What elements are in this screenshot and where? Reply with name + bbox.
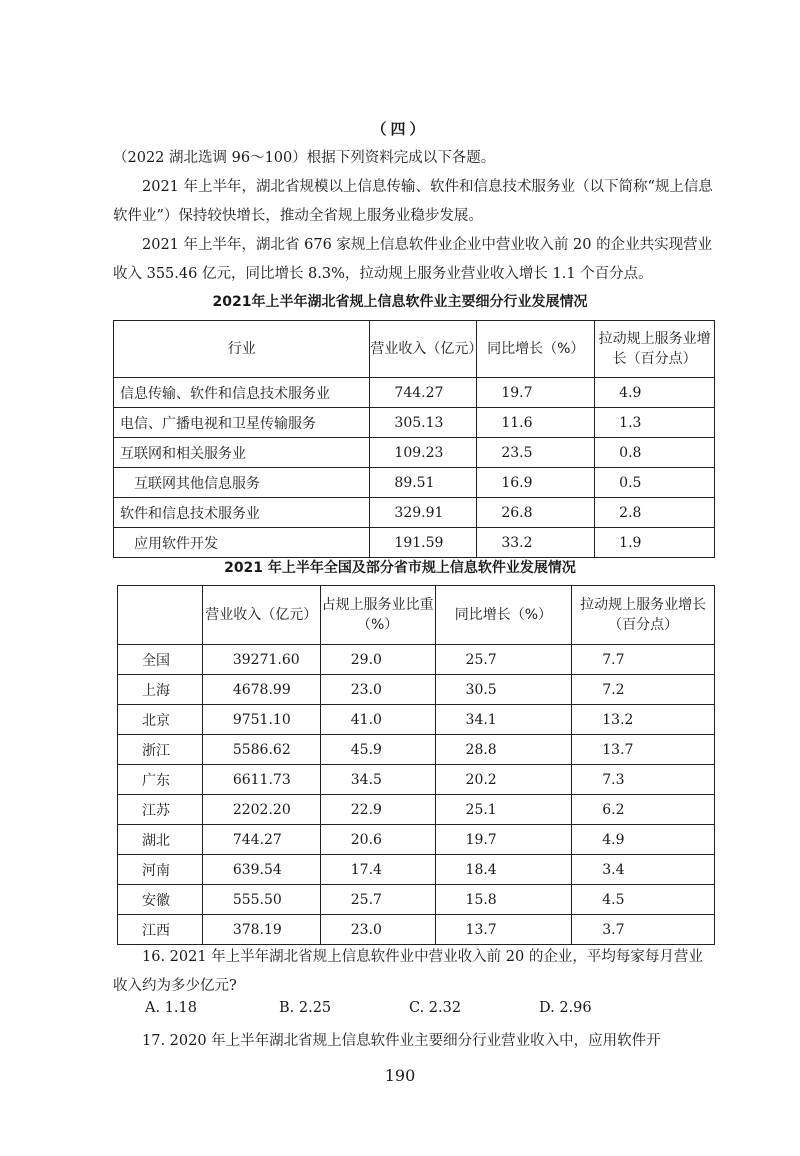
- region-name: 江苏: [118, 795, 203, 825]
- growth-cell: 19.7: [477, 378, 595, 408]
- pull-cell: 1.9: [595, 528, 715, 558]
- table-row: [114, 438, 715, 468]
- question-16-options: [145, 1000, 705, 1024]
- table-row: [118, 735, 715, 765]
- revenue-cell: 5586.62: [202, 735, 320, 765]
- revenue-cell: 191.59: [370, 528, 477, 558]
- table1-caption: 2021年上半年湖北省规上信息软件业主要细分行业发展情况: [212, 294, 588, 310]
- source-line: （2022 湖北选调 96～100）根据下列资料完成以下各题。: [113, 150, 496, 166]
- revenue-cell: 555.50: [202, 885, 320, 915]
- table-row: [114, 498, 715, 528]
- industry-table: [113, 320, 715, 558]
- header-pull: 拉动规上服务业增长（百分点）: [595, 321, 715, 378]
- pull-cell: 3.7: [572, 915, 715, 945]
- industry-name: 应用软件开发: [114, 528, 370, 558]
- table2-caption: 2021 年上半年全国及部分省市规上信息软件业发展情况: [224, 560, 576, 576]
- industry-name: 信息传输、软件和信息技术服务业: [114, 378, 370, 408]
- header-pull: 拉动规上服务业增长（百分点）: [572, 586, 715, 645]
- intro-paragraph-2: 2021 年上半年，湖北省 676 家规上信息软件业企业中营业收入前 20 的企业共实现营业收入 355.46 亿元，同比增长 8.3%，拉动规上服务业营业收入增长 1.1 个百分点。: [113, 237, 713, 282]
- table-row: [114, 468, 715, 498]
- header-industry: 行业: [114, 321, 370, 378]
- growth-cell: 26.8: [477, 498, 595, 528]
- industry-name: 电信、广播电视和卫星传输服务: [114, 408, 370, 438]
- revenue-cell: 6611.73: [202, 765, 320, 795]
- region-name: 上海: [118, 675, 203, 705]
- region-name: 安徽: [118, 885, 203, 915]
- share-cell: 23.0: [320, 915, 435, 945]
- share-cell: 20.6: [320, 825, 435, 855]
- share-cell: 41.0: [320, 705, 435, 735]
- table-header-row: [114, 321, 715, 378]
- growth-cell: 25.7: [435, 645, 572, 675]
- table-row: [118, 915, 715, 945]
- pull-cell: 4.5: [572, 885, 715, 915]
- growth-cell: 34.1: [435, 705, 572, 735]
- revenue-cell: 9751.10: [202, 705, 320, 735]
- growth-cell: 28.8: [435, 735, 572, 765]
- pull-cell: 2.8: [595, 498, 715, 528]
- revenue-cell: 4678.99: [202, 675, 320, 705]
- section-title: （四）: [371, 120, 429, 138]
- growth-cell: 33.2: [477, 528, 595, 558]
- question-16-text: 16. 2021 年上半年湖北省规上信息软件业中营业收入前 20 的企业，平均每家每月营业收入约为多少亿元?: [113, 949, 703, 994]
- page-number: 190: [384, 1066, 416, 1085]
- table-row: [118, 765, 715, 795]
- share-cell: 22.9: [320, 795, 435, 825]
- share-cell: 34.5: [320, 765, 435, 795]
- table-row: [114, 378, 715, 408]
- table-row: [118, 675, 715, 705]
- revenue-cell: 329.91: [370, 498, 477, 528]
- pull-cell: 7.2: [572, 675, 715, 705]
- revenue-cell: 89.51: [370, 468, 477, 498]
- growth-cell: 25.1: [435, 795, 572, 825]
- industry-name: 互联网和相关服务业: [114, 438, 370, 468]
- industry-name: 软件和信息技术服务业: [114, 498, 370, 528]
- revenue-cell: 744.27: [370, 378, 477, 408]
- pull-cell: 0.5: [595, 468, 715, 498]
- revenue-cell: 744.27: [202, 825, 320, 855]
- table-row: [118, 795, 715, 825]
- share-cell: 17.4: [320, 855, 435, 885]
- header-region: [118, 586, 203, 645]
- growth-cell: 15.8: [435, 885, 572, 915]
- table-row: [114, 408, 715, 438]
- option-d[interactable]: D. 2.96: [539, 1000, 592, 1016]
- revenue-cell: 109.23: [370, 438, 477, 468]
- table-row: [114, 528, 715, 558]
- pull-cell: 1.3: [595, 408, 715, 438]
- growth-cell: 19.7: [435, 825, 572, 855]
- table-row: [118, 705, 715, 735]
- region-name: 全国: [118, 645, 203, 675]
- revenue-cell: 305.13: [370, 408, 477, 438]
- region-name: 江西: [118, 915, 203, 945]
- region-name: 湖北: [118, 825, 203, 855]
- region-name: 河南: [118, 855, 203, 885]
- pull-cell: 0.8: [595, 438, 715, 468]
- header-growth: 同比增长（%）: [435, 586, 572, 645]
- growth-cell: 16.9: [477, 468, 595, 498]
- growth-cell: 11.6: [477, 408, 595, 438]
- pull-cell: 7.7: [572, 645, 715, 675]
- pull-cell: 13.7: [572, 735, 715, 765]
- header-revenue: 营业收入（亿元）: [202, 586, 320, 645]
- question-17-text: 17. 2020 年上半年湖北省规上信息软件业主要细分行业营业收入中，应用软件开: [142, 1033, 661, 1049]
- revenue-cell: 2202.20: [202, 795, 320, 825]
- share-cell: 25.7: [320, 885, 435, 915]
- table-row: [118, 885, 715, 915]
- header-growth: 同比增长（%）: [477, 321, 595, 378]
- intro-paragraph-1: 2021 年上半年，湖北省规模以上信息传输、软件和信息技术服务业（以下简称“规上信息软件业”）保持较快增长，推动全省规上服务业稳步发展。: [113, 179, 713, 224]
- industry-name: 互联网其他信息服务: [114, 468, 370, 498]
- header-revenue: 营业收入（亿元）: [370, 321, 477, 378]
- table-row: [118, 855, 715, 885]
- revenue-cell: 378.19: [202, 915, 320, 945]
- table-row: [118, 825, 715, 855]
- header-share: 占规上服务业比重（%）: [320, 586, 435, 645]
- revenue-cell: 39271.60: [202, 645, 320, 675]
- pull-cell: 4.9: [572, 825, 715, 855]
- region-name: 广东: [118, 765, 203, 795]
- table-header-row: [118, 586, 715, 645]
- pull-cell: 13.2: [572, 705, 715, 735]
- option-a[interactable]: A. 1.18: [145, 1000, 197, 1016]
- pull-cell: 7.3: [572, 765, 715, 795]
- growth-cell: 18.4: [435, 855, 572, 885]
- pull-cell: 6.2: [572, 795, 715, 825]
- share-cell: 45.9: [320, 735, 435, 765]
- share-cell: 29.0: [320, 645, 435, 675]
- growth-cell: 23.5: [477, 438, 595, 468]
- pull-cell: 3.4: [572, 855, 715, 885]
- region-name: 北京: [118, 705, 203, 735]
- growth-cell: 20.2: [435, 765, 572, 795]
- revenue-cell: 639.54: [202, 855, 320, 885]
- growth-cell: 13.7: [435, 915, 572, 945]
- region-name: 浙江: [118, 735, 203, 765]
- table-row: [118, 645, 715, 675]
- region-table: [117, 585, 715, 945]
- share-cell: 23.0: [320, 675, 435, 705]
- option-c[interactable]: C. 2.32: [409, 1000, 462, 1016]
- pull-cell: 4.9: [595, 378, 715, 408]
- growth-cell: 30.5: [435, 675, 572, 705]
- option-b[interactable]: B. 2.25: [279, 1000, 332, 1016]
